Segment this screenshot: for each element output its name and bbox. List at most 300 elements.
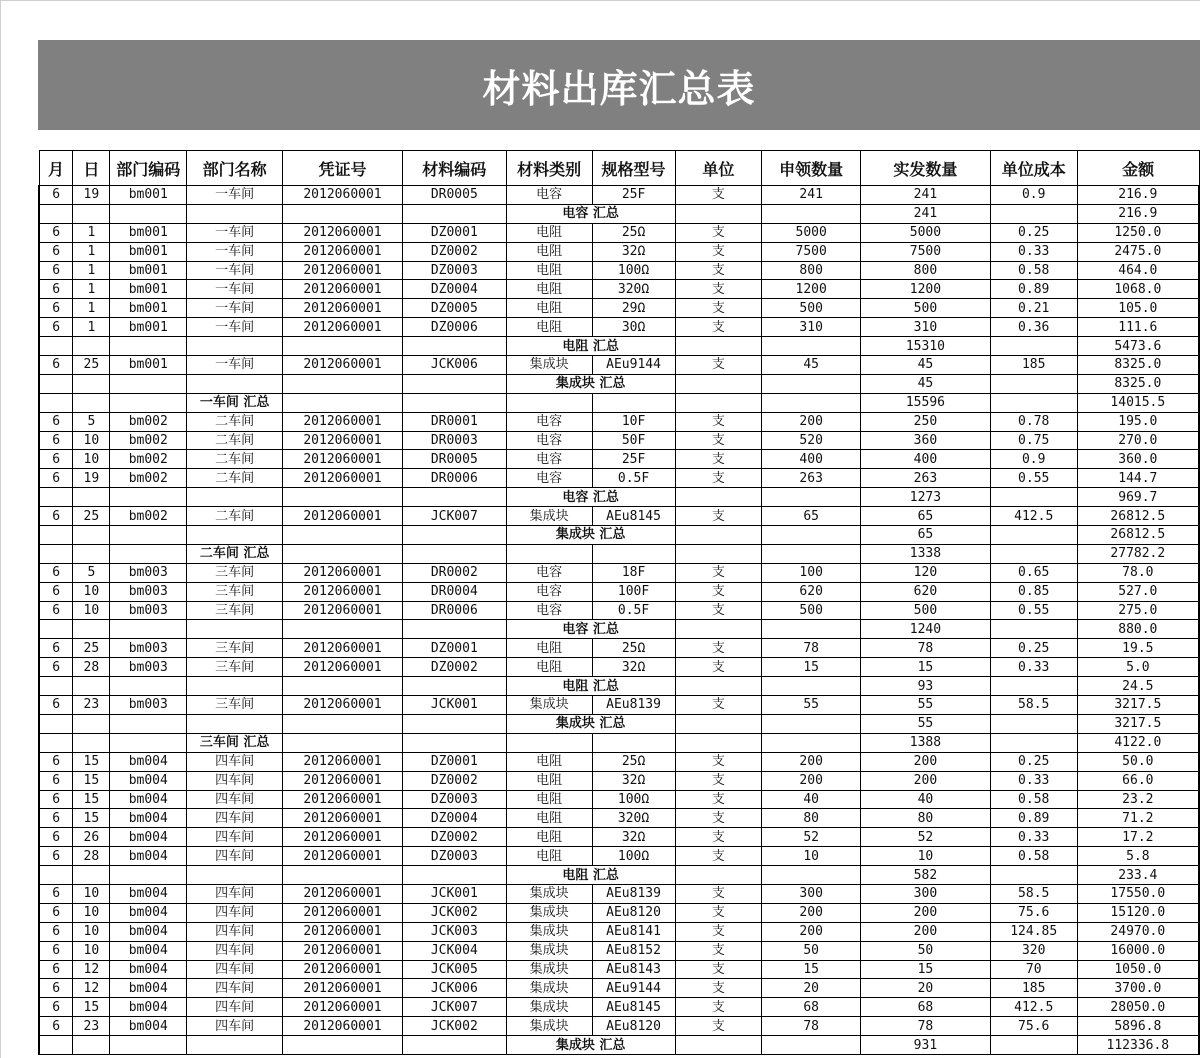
cell-unit-cost[interactable]: 412.5 (990, 998, 1077, 1017)
cell-material-code[interactable]: DR0005 (402, 450, 506, 469)
cell-unit[interactable]: 支 (675, 261, 762, 280)
cell-amount[interactable]: 3700.0 (1077, 979, 1199, 998)
cell-dept-name[interactable]: 三车间 (187, 639, 283, 658)
cell-dept-code[interactable]: bm004 (110, 922, 187, 941)
cell-issued-qty[interactable]: 7500 (861, 242, 991, 261)
empty-cell[interactable] (187, 677, 283, 696)
cell-voucher-no[interactable]: 2012060001 (283, 696, 403, 715)
cell-month[interactable]: 6 (39, 242, 73, 261)
empty-cell[interactable] (39, 374, 73, 393)
cell-material-code[interactable]: DZ0002 (402, 771, 506, 790)
cell-day[interactable]: 12 (73, 960, 110, 979)
cell-dept-name[interactable]: 四车间 (187, 1017, 283, 1036)
cell-voucher-no[interactable]: 2012060001 (283, 809, 403, 828)
cell-voucher-no[interactable]: 2012060001 (283, 752, 403, 771)
empty-cell[interactable] (73, 544, 110, 563)
empty-cell[interactable] (762, 544, 861, 563)
cell-issued-qty[interactable]: 200 (861, 771, 991, 790)
cell-requested-qty[interactable]: 78 (762, 1017, 861, 1036)
cell-dept-name[interactable]: 四车间 (187, 847, 283, 866)
cell-month[interactable]: 6 (39, 790, 73, 809)
cell-unit-cost[interactable]: 124.85 (990, 922, 1077, 941)
cell-spec-model[interactable]: AEu8141 (592, 922, 675, 941)
cell-amount[interactable]: 1068.0 (1077, 280, 1199, 299)
cell-dept-code[interactable]: bm003 (110, 658, 187, 677)
cell-dept-code[interactable]: bm003 (110, 582, 187, 601)
cell-unit-cost[interactable]: 75.6 (990, 1017, 1077, 1036)
cell-amount[interactable]: 111.6 (1077, 318, 1199, 337)
cell-unit[interactable]: 支 (675, 318, 762, 337)
cell-material-code[interactable]: DR0006 (402, 469, 506, 488)
cell-voucher-no[interactable]: 2012060001 (283, 828, 403, 847)
cell-requested-qty[interactable]: 100 (762, 563, 861, 582)
cell-spec-model[interactable]: 29Ω (592, 299, 675, 318)
cell-material-category[interactable]: 电阻 (506, 771, 592, 790)
cell-requested-qty[interactable]: 500 (762, 299, 861, 318)
empty-cell[interactable] (675, 677, 762, 696)
cell-requested-qty[interactable]: 200 (762, 771, 861, 790)
cell-material-category[interactable]: 电容 (506, 431, 592, 450)
cell-unit-cost[interactable]: 0.55 (990, 469, 1077, 488)
cell-voucher-no[interactable]: 2012060001 (283, 639, 403, 658)
empty-cell[interactable] (675, 544, 762, 563)
empty-cell[interactable] (110, 204, 187, 223)
empty-cell[interactable] (110, 544, 187, 563)
empty-cell[interactable] (73, 393, 110, 412)
cell-dept-name[interactable]: 四车间 (187, 884, 283, 903)
empty-cell[interactable] (990, 714, 1077, 733)
cell-day[interactable]: 10 (73, 903, 110, 922)
cell-unit-cost[interactable]: 0.33 (990, 658, 1077, 677)
cell-material-category[interactable]: 集成块 (506, 979, 592, 998)
cell-spec-model[interactable]: 0.5F (592, 469, 675, 488)
cell-day[interactable]: 23 (73, 696, 110, 715)
cell-spec-model[interactable]: 100Ω (592, 847, 675, 866)
cell-dept-code[interactable]: bm002 (110, 469, 187, 488)
cell-unit[interactable]: 支 (675, 771, 762, 790)
cell-requested-qty[interactable]: 78 (762, 639, 861, 658)
cell-requested-qty[interactable]: 200 (762, 412, 861, 431)
cell-unit-cost[interactable]: 185 (990, 979, 1077, 998)
cell-spec-model[interactable]: AEu8120 (592, 903, 675, 922)
empty-cell[interactable] (506, 544, 592, 563)
cell-dept-name[interactable]: 一车间 (187, 242, 283, 261)
cell-month[interactable]: 6 (39, 563, 73, 582)
cell-requested-qty[interactable]: 5000 (762, 223, 861, 242)
cell-material-category[interactable]: 电容 (506, 412, 592, 431)
cell-day[interactable]: 26 (73, 828, 110, 847)
cell-issued-qty[interactable]: 263 (861, 469, 991, 488)
empty-cell[interactable] (762, 374, 861, 393)
empty-cell[interactable] (675, 488, 762, 507)
cell-amount[interactable]: 464.0 (1077, 261, 1199, 280)
cell-dept-name[interactable]: 一车间 (187, 261, 283, 280)
cell-voucher-no[interactable]: 2012060001 (283, 318, 403, 337)
cell-day[interactable]: 19 (73, 469, 110, 488)
cell-material-category[interactable]: 电阻 (506, 318, 592, 337)
cell-unit-cost[interactable]: 0.33 (990, 771, 1077, 790)
cell-unit[interactable]: 支 (675, 601, 762, 620)
cell-dept-code[interactable]: bm004 (110, 941, 187, 960)
empty-cell[interactable] (675, 374, 762, 393)
cell-month[interactable]: 6 (39, 847, 73, 866)
empty-cell[interactable] (402, 620, 506, 639)
cell-amount[interactable]: 16000.0 (1077, 941, 1199, 960)
cell-day[interactable]: 19 (73, 186, 110, 205)
empty-cell[interactable] (990, 866, 1077, 885)
cell-spec-model[interactable]: 25Ω (592, 752, 675, 771)
cell-unit[interactable]: 支 (675, 582, 762, 601)
cell-material-category[interactable]: 电阻 (506, 847, 592, 866)
header-voucher-no[interactable]: 凭证号 (283, 151, 403, 186)
cell-voucher-no[interactable]: 2012060001 (283, 790, 403, 809)
cell-unit[interactable]: 支 (675, 450, 762, 469)
empty-cell[interactable] (675, 393, 762, 412)
subtotal-issued-qty[interactable]: 1273 (861, 488, 991, 507)
cell-dept-code[interactable]: bm003 (110, 601, 187, 620)
empty-cell[interactable] (675, 714, 762, 733)
cell-spec-model[interactable]: 320Ω (592, 809, 675, 828)
cell-unit-cost[interactable]: 0.25 (990, 639, 1077, 658)
cell-material-category[interactable]: 电容 (506, 450, 592, 469)
subtotal-issued-qty[interactable]: 1240 (861, 620, 991, 639)
empty-cell[interactable] (675, 526, 762, 545)
cell-voucher-no[interactable]: 2012060001 (283, 960, 403, 979)
cell-material-code[interactable]: DZ0002 (402, 828, 506, 847)
cell-unit-cost[interactable]: 0.85 (990, 582, 1077, 601)
empty-cell[interactable] (110, 1036, 187, 1055)
cell-material-code[interactable]: DZ0003 (402, 847, 506, 866)
cell-month[interactable]: 6 (39, 356, 73, 375)
cell-requested-qty[interactable]: 620 (762, 582, 861, 601)
cell-requested-qty[interactable]: 400 (762, 450, 861, 469)
cell-month[interactable]: 6 (39, 639, 73, 658)
cell-voucher-no[interactable]: 2012060001 (283, 771, 403, 790)
cell-dept-name[interactable]: 四车间 (187, 809, 283, 828)
cell-issued-qty[interactable]: 360 (861, 431, 991, 450)
empty-cell[interactable] (73, 714, 110, 733)
empty-cell[interactable] (39, 733, 73, 752)
cell-requested-qty[interactable]: 80 (762, 809, 861, 828)
cell-material-category[interactable]: 电阻 (506, 752, 592, 771)
cell-amount[interactable]: 2475.0 (1077, 242, 1199, 261)
empty-cell[interactable] (73, 677, 110, 696)
cell-material-category[interactable]: 集成块 (506, 941, 592, 960)
cell-amount[interactable]: 360.0 (1077, 450, 1199, 469)
cell-material-code[interactable]: DR0002 (402, 563, 506, 582)
cell-requested-qty[interactable]: 15 (762, 658, 861, 677)
cell-dept-code[interactable]: bm003 (110, 563, 187, 582)
cell-material-category[interactable]: 电容 (506, 469, 592, 488)
cell-material-code[interactable]: DZ0002 (402, 658, 506, 677)
cell-spec-model[interactable]: 50F (592, 431, 675, 450)
department-total-issued-qty[interactable]: 15596 (861, 393, 991, 412)
cell-material-category[interactable]: 集成块 (506, 884, 592, 903)
cell-material-code[interactable]: DZ0005 (402, 299, 506, 318)
cell-material-code[interactable]: JCK007 (402, 998, 506, 1017)
cell-amount[interactable]: 66.0 (1077, 771, 1199, 790)
empty-cell[interactable] (506, 393, 592, 412)
empty-cell[interactable] (675, 733, 762, 752)
cell-voucher-no[interactable]: 2012060001 (283, 261, 403, 280)
cell-day[interactable]: 25 (73, 356, 110, 375)
cell-material-code[interactable]: JCK004 (402, 941, 506, 960)
empty-cell[interactable] (402, 866, 506, 885)
empty-cell[interactable] (675, 204, 762, 223)
cell-dept-name[interactable]: 一车间 (187, 223, 283, 242)
cell-dept-code[interactable]: bm004 (110, 960, 187, 979)
cell-day[interactable]: 25 (73, 507, 110, 526)
cell-material-code[interactable]: JCK002 (402, 1017, 506, 1036)
cell-material-category[interactable]: 电阻 (506, 223, 592, 242)
subtotal-amount[interactable]: 8325.0 (1077, 374, 1199, 393)
cell-unit-cost[interactable]: 0.36 (990, 318, 1077, 337)
cell-unit-cost[interactable]: 0.78 (990, 412, 1077, 431)
cell-unit-cost[interactable]: 0.21 (990, 299, 1077, 318)
cell-unit[interactable]: 支 (675, 922, 762, 941)
cell-spec-model[interactable]: AEu8120 (592, 1017, 675, 1036)
department-total-label[interactable]: 三车间 汇总 (187, 733, 283, 752)
empty-cell[interactable] (402, 677, 506, 696)
subtotal-issued-qty[interactable]: 931 (861, 1036, 991, 1055)
cell-unit[interactable]: 支 (675, 242, 762, 261)
cell-requested-qty[interactable]: 50 (762, 941, 861, 960)
cell-spec-model[interactable]: 100Ω (592, 790, 675, 809)
cell-issued-qty[interactable]: 500 (861, 601, 991, 620)
cell-spec-model[interactable]: AEu8139 (592, 696, 675, 715)
cell-month[interactable]: 6 (39, 261, 73, 280)
cell-issued-qty[interactable]: 800 (861, 261, 991, 280)
cell-month[interactable]: 6 (39, 450, 73, 469)
empty-cell[interactable] (73, 1036, 110, 1055)
cell-requested-qty[interactable]: 55 (762, 696, 861, 715)
cell-voucher-no[interactable]: 2012060001 (283, 507, 403, 526)
empty-cell[interactable] (990, 204, 1077, 223)
cell-issued-qty[interactable]: 50 (861, 941, 991, 960)
cell-voucher-no[interactable]: 2012060001 (283, 356, 403, 375)
cell-material-code[interactable]: DZ0003 (402, 790, 506, 809)
empty-cell[interactable] (675, 866, 762, 885)
cell-material-code[interactable]: JCK002 (402, 903, 506, 922)
cell-month[interactable]: 6 (39, 979, 73, 998)
cell-dept-name[interactable]: 三车间 (187, 658, 283, 677)
subtotal-issued-qty[interactable]: 93 (861, 677, 991, 696)
cell-spec-model[interactable]: 25F (592, 450, 675, 469)
cell-issued-qty[interactable]: 52 (861, 828, 991, 847)
department-total-issued-qty[interactable]: 1338 (861, 544, 991, 563)
empty-cell[interactable] (762, 337, 861, 356)
cell-issued-qty[interactable]: 15 (861, 960, 991, 979)
cell-month[interactable]: 6 (39, 809, 73, 828)
subtotal-label[interactable]: 电容 汇总 (506, 204, 675, 223)
cell-dept-code[interactable]: bm002 (110, 412, 187, 431)
cell-amount[interactable]: 105.0 (1077, 299, 1199, 318)
empty-cell[interactable] (283, 544, 403, 563)
cell-spec-model[interactable]: 30Ω (592, 318, 675, 337)
cell-material-category[interactable]: 集成块 (506, 356, 592, 375)
cell-requested-qty[interactable]: 10 (762, 847, 861, 866)
cell-dept-name[interactable]: 四车间 (187, 979, 283, 998)
empty-cell[interactable] (39, 1036, 73, 1055)
cell-unit[interactable]: 支 (675, 847, 762, 866)
cell-dept-name[interactable]: 四车间 (187, 960, 283, 979)
cell-spec-model[interactable]: 18F (592, 563, 675, 582)
cell-voucher-no[interactable]: 2012060001 (283, 242, 403, 261)
cell-day[interactable]: 15 (73, 790, 110, 809)
empty-cell[interactable] (990, 620, 1077, 639)
department-total-label[interactable]: 一车间 汇总 (187, 393, 283, 412)
empty-cell[interactable] (402, 733, 506, 752)
cell-unit[interactable]: 支 (675, 752, 762, 771)
cell-voucher-no[interactable]: 2012060001 (283, 450, 403, 469)
cell-unit[interactable]: 支 (675, 998, 762, 1017)
subtotal-amount[interactable]: 3217.5 (1077, 714, 1199, 733)
subtotal-amount[interactable]: 969.7 (1077, 488, 1199, 507)
cell-dept-code[interactable]: bm004 (110, 884, 187, 903)
empty-cell[interactable] (592, 733, 675, 752)
cell-dept-name[interactable]: 二车间 (187, 450, 283, 469)
cell-material-category[interactable]: 电阻 (506, 828, 592, 847)
cell-amount[interactable]: 50.0 (1077, 752, 1199, 771)
cell-material-code[interactable]: DZ0001 (402, 639, 506, 658)
cell-amount[interactable]: 5.8 (1077, 847, 1199, 866)
empty-cell[interactable] (110, 866, 187, 885)
empty-cell[interactable] (762, 677, 861, 696)
cell-unit[interactable]: 支 (675, 563, 762, 582)
cell-unit[interactable]: 支 (675, 790, 762, 809)
cell-requested-qty[interactable]: 800 (762, 261, 861, 280)
cell-dept-code[interactable]: bm002 (110, 507, 187, 526)
cell-voucher-no[interactable]: 2012060001 (283, 979, 403, 998)
cell-dept-code[interactable]: bm001 (110, 261, 187, 280)
cell-material-category[interactable]: 电容 (506, 601, 592, 620)
cell-dept-name[interactable]: 四车间 (187, 828, 283, 847)
cell-amount[interactable]: 5896.8 (1077, 1017, 1199, 1036)
empty-cell[interactable] (675, 1036, 762, 1055)
cell-material-category[interactable]: 集成块 (506, 998, 592, 1017)
cell-dept-name[interactable]: 三车间 (187, 696, 283, 715)
empty-cell[interactable] (110, 733, 187, 752)
department-total-issued-qty[interactable]: 1388 (861, 733, 991, 752)
cell-amount[interactable]: 17.2 (1077, 828, 1199, 847)
cell-material-code[interactable]: DR0004 (402, 582, 506, 601)
empty-cell[interactable] (402, 488, 506, 507)
empty-cell[interactable] (39, 204, 73, 223)
cell-issued-qty[interactable]: 40 (861, 790, 991, 809)
cell-month[interactable]: 6 (39, 771, 73, 790)
cell-voucher-no[interactable]: 2012060001 (283, 469, 403, 488)
empty-cell[interactable] (762, 620, 861, 639)
cell-material-code[interactable]: JCK003 (402, 922, 506, 941)
cell-unit[interactable]: 支 (675, 979, 762, 998)
cell-issued-qty[interactable]: 65 (861, 507, 991, 526)
cell-unit[interactable]: 支 (675, 884, 762, 903)
cell-amount[interactable]: 24970.0 (1077, 922, 1199, 941)
cell-dept-code[interactable]: bm004 (110, 752, 187, 771)
cell-material-code[interactable]: DR0005 (402, 186, 506, 205)
cell-day[interactable]: 25 (73, 639, 110, 658)
cell-spec-model[interactable]: 32Ω (592, 771, 675, 790)
empty-cell[interactable] (283, 393, 403, 412)
cell-dept-name[interactable]: 一车间 (187, 186, 283, 205)
cell-day[interactable]: 28 (73, 847, 110, 866)
header-unit[interactable]: 单位 (675, 151, 762, 186)
cell-unit[interactable]: 支 (675, 809, 762, 828)
cell-issued-qty[interactable]: 310 (861, 318, 991, 337)
cell-unit-cost[interactable]: 58.5 (990, 884, 1077, 903)
cell-dept-code[interactable]: bm004 (110, 771, 187, 790)
cell-dept-code[interactable]: bm004 (110, 1017, 187, 1036)
cell-spec-model[interactable]: 25Ω (592, 639, 675, 658)
cell-issued-qty[interactable]: 78 (861, 639, 991, 658)
cell-material-code[interactable]: JCK005 (402, 960, 506, 979)
cell-issued-qty[interactable]: 45 (861, 356, 991, 375)
cell-dept-name[interactable]: 四车间 (187, 998, 283, 1017)
cell-month[interactable]: 6 (39, 922, 73, 941)
cell-month[interactable]: 6 (39, 186, 73, 205)
cell-material-category[interactable]: 电容 (506, 563, 592, 582)
cell-unit[interactable]: 支 (675, 356, 762, 375)
cell-issued-qty[interactable]: 120 (861, 563, 991, 582)
cell-issued-qty[interactable]: 400 (861, 450, 991, 469)
subtotal-amount[interactable]: 880.0 (1077, 620, 1199, 639)
empty-cell[interactable] (762, 866, 861, 885)
empty-cell[interactable] (73, 488, 110, 507)
empty-cell[interactable] (110, 488, 187, 507)
subtotal-issued-qty[interactable]: 55 (861, 714, 991, 733)
cell-material-category[interactable]: 电容 (506, 186, 592, 205)
cell-month[interactable]: 6 (39, 828, 73, 847)
cell-amount[interactable]: 275.0 (1077, 601, 1199, 620)
cell-spec-model[interactable]: 10F (592, 412, 675, 431)
subtotal-label[interactable]: 电阻 汇总 (506, 866, 675, 885)
cell-spec-model[interactable]: AEu9144 (592, 356, 675, 375)
cell-material-category[interactable]: 电阻 (506, 658, 592, 677)
cell-dept-name[interactable]: 一车间 (187, 356, 283, 375)
cell-day[interactable]: 5 (73, 412, 110, 431)
cell-dept-code[interactable]: bm001 (110, 223, 187, 242)
cell-dept-name[interactable]: 二车间 (187, 412, 283, 431)
cell-day[interactable]: 1 (73, 318, 110, 337)
empty-cell[interactable] (283, 1036, 403, 1055)
subtotal-amount[interactable]: 216.9 (1077, 204, 1199, 223)
cell-dept-name[interactable]: 四车间 (187, 752, 283, 771)
cell-unit-cost[interactable]: 0.33 (990, 828, 1077, 847)
cell-requested-qty[interactable]: 263 (762, 469, 861, 488)
empty-cell[interactable] (283, 204, 403, 223)
subtotal-issued-qty[interactable]: 45 (861, 374, 991, 393)
empty-cell[interactable] (110, 337, 187, 356)
cell-unit[interactable]: 支 (675, 507, 762, 526)
cell-day[interactable]: 10 (73, 884, 110, 903)
cell-month[interactable]: 6 (39, 318, 73, 337)
empty-cell[interactable] (762, 488, 861, 507)
empty-cell[interactable] (110, 620, 187, 639)
empty-cell[interactable] (39, 677, 73, 696)
cell-day[interactable]: 28 (73, 658, 110, 677)
department-total-amount[interactable]: 14015.5 (1077, 393, 1199, 412)
cell-issued-qty[interactable]: 20 (861, 979, 991, 998)
cell-unit[interactable]: 支 (675, 223, 762, 242)
cell-requested-qty[interactable]: 200 (762, 903, 861, 922)
cell-month[interactable]: 6 (39, 469, 73, 488)
subtotal-label[interactable]: 集成块 汇总 (506, 526, 675, 545)
cell-issued-qty[interactable]: 1200 (861, 280, 991, 299)
cell-material-category[interactable]: 电阻 (506, 299, 592, 318)
cell-amount[interactable]: 270.0 (1077, 431, 1199, 450)
cell-voucher-no[interactable]: 2012060001 (283, 1017, 403, 1036)
subtotal-issued-qty[interactable]: 15310 (861, 337, 991, 356)
